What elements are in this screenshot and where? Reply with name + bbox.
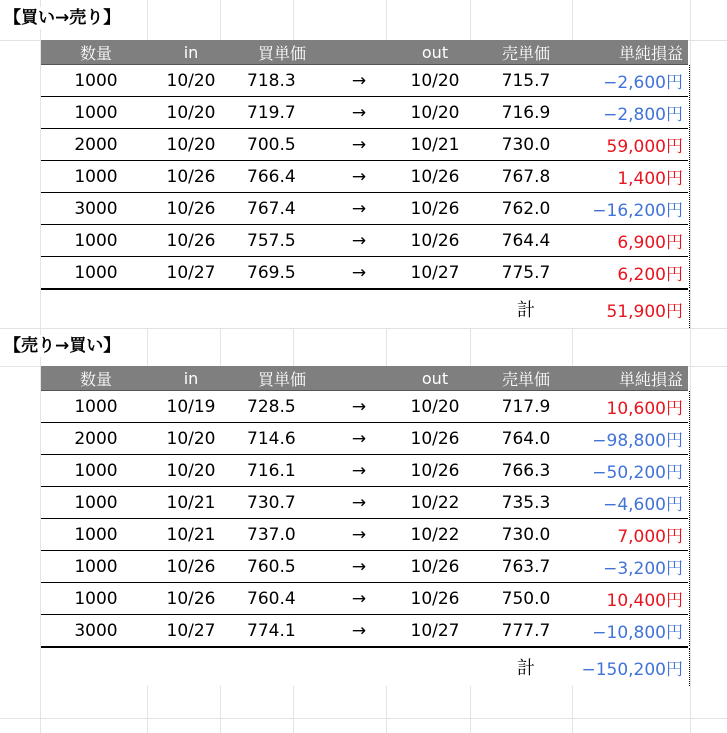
total-row xyxy=(41,648,688,686)
row-buy-price: 716.1 xyxy=(247,460,296,481)
dotted-border xyxy=(689,193,690,224)
dotted-border xyxy=(689,129,690,160)
table-row xyxy=(41,487,688,519)
row-out-date: 10/26 xyxy=(410,230,460,251)
total-row xyxy=(41,290,688,328)
row-qty: 1000 xyxy=(74,556,118,577)
row-buy-price: 728.5 xyxy=(247,396,296,417)
row-in-date: 10/21 xyxy=(166,492,216,513)
arrow-icon: → xyxy=(351,524,367,545)
row-in-date: 10/26 xyxy=(166,230,216,251)
dotted-border xyxy=(689,65,690,96)
row-sell-price: 764.4 xyxy=(501,230,551,251)
row-profit-loss: −50,200円 xyxy=(592,463,683,483)
row-sell-price: 764.0 xyxy=(501,428,551,449)
row-buy-price: 719.7 xyxy=(247,102,296,123)
table-row xyxy=(41,193,688,225)
row-sell-price: 735.3 xyxy=(501,492,551,513)
row-in-date: 10/20 xyxy=(166,428,216,449)
total-value: 51,900円 xyxy=(606,301,683,322)
table-header xyxy=(41,366,688,391)
header-qty: 数量 xyxy=(79,43,112,63)
dotted-border xyxy=(689,487,690,518)
header-sell-price: 売単価 xyxy=(501,43,550,63)
row-out-date: 10/27 xyxy=(410,262,460,283)
table-header xyxy=(41,40,688,65)
row-qty: 3000 xyxy=(74,620,118,641)
row-in-date: 10/27 xyxy=(166,262,216,283)
row-buy-price: 700.5 xyxy=(247,134,296,155)
row-qty: 2000 xyxy=(74,134,118,155)
header-sell-price: 売単価 xyxy=(501,369,550,389)
table-row xyxy=(41,519,688,551)
arrow-icon: → xyxy=(351,230,367,251)
row-out-date: 10/26 xyxy=(410,588,460,609)
dotted-border xyxy=(689,97,690,128)
row-in-date: 10/27 xyxy=(166,620,216,641)
row-sell-price: 775.7 xyxy=(501,262,551,283)
arrow-icon: → xyxy=(351,428,367,449)
row-buy-price: 774.1 xyxy=(247,620,296,641)
trade-table-buy-sell xyxy=(41,40,688,328)
table-row xyxy=(41,65,688,97)
row-qty: 1000 xyxy=(74,588,118,609)
total-label: 計 xyxy=(517,658,535,679)
row-sell-price: 730.0 xyxy=(501,134,551,155)
row-profit-loss: −98,800円 xyxy=(592,431,683,451)
row-sell-price: 716.9 xyxy=(501,102,551,123)
header-profit-loss: 単純損益 xyxy=(618,369,683,389)
arrow-icon: → xyxy=(351,492,367,513)
header-in: in xyxy=(183,368,199,388)
row-out-date: 10/20 xyxy=(410,102,460,123)
row-out-date: 10/26 xyxy=(410,556,460,577)
row-profit-loss: −2,600円 xyxy=(603,73,683,93)
row-profit-loss: 6,200円 xyxy=(617,265,683,285)
header-qty: 数量 xyxy=(79,369,112,389)
dotted-border xyxy=(689,257,690,288)
table-row xyxy=(41,161,688,193)
row-in-date: 10/26 xyxy=(166,198,216,219)
row-profit-loss: 10,400円 xyxy=(606,591,683,611)
row-buy-price: 766.4 xyxy=(247,166,296,187)
table-row xyxy=(41,455,688,487)
row-out-date: 10/26 xyxy=(410,428,460,449)
row-profit-loss: −10,800円 xyxy=(592,623,683,643)
dotted-border xyxy=(689,648,690,686)
row-profit-loss: 10,600円 xyxy=(606,399,683,419)
row-buy-price: 714.6 xyxy=(247,428,296,449)
row-profit-loss: 59,000円 xyxy=(606,137,683,157)
row-qty: 1000 xyxy=(74,166,118,187)
row-out-date: 10/20 xyxy=(410,396,460,417)
row-profit-loss: 1,400円 xyxy=(617,169,683,189)
row-sell-price: 766.3 xyxy=(501,460,551,481)
dotted-border xyxy=(689,391,690,422)
row-buy-price: 769.5 xyxy=(247,262,296,283)
table-row xyxy=(41,615,688,648)
row-in-date: 10/20 xyxy=(166,102,216,123)
row-buy-price: 737.0 xyxy=(247,524,296,545)
row-out-date: 10/21 xyxy=(410,134,460,155)
table-row xyxy=(41,97,688,129)
row-in-date: 10/21 xyxy=(166,524,216,545)
trade-table-sell-buy xyxy=(41,366,688,686)
row-out-date: 10/20 xyxy=(410,70,460,91)
section-title-sell-buy: 【売り→買い】 xyxy=(4,335,124,357)
row-qty: 1000 xyxy=(74,492,118,513)
dotted-border xyxy=(689,423,690,454)
grid-line xyxy=(0,718,727,719)
row-qty: 1000 xyxy=(74,262,118,283)
arrow-icon: → xyxy=(351,396,367,417)
row-in-date: 10/26 xyxy=(166,588,216,609)
dotted-border xyxy=(689,290,690,328)
row-out-date: 10/26 xyxy=(410,460,460,481)
row-in-date: 10/20 xyxy=(166,460,216,481)
row-buy-price: 757.5 xyxy=(247,230,296,251)
dotted-border xyxy=(689,225,690,256)
row-out-date: 10/26 xyxy=(410,198,460,219)
row-in-date: 10/26 xyxy=(166,166,216,187)
row-qty: 1000 xyxy=(74,70,118,91)
dotted-border xyxy=(689,615,690,646)
row-sell-price: 715.7 xyxy=(501,70,551,91)
row-sell-price: 717.9 xyxy=(501,396,551,417)
row-out-date: 10/22 xyxy=(410,524,460,545)
row-qty: 3000 xyxy=(74,198,118,219)
table-row xyxy=(41,551,688,583)
row-buy-price: 767.4 xyxy=(247,198,296,219)
row-buy-price: 760.5 xyxy=(247,556,296,577)
row-buy-price: 730.7 xyxy=(247,492,296,513)
total-label: 計 xyxy=(517,300,535,321)
dotted-border xyxy=(689,161,690,192)
row-qty: 1000 xyxy=(74,230,118,251)
table-row xyxy=(41,423,688,455)
arrow-icon: → xyxy=(351,460,367,481)
dotted-border xyxy=(689,583,690,614)
arrow-icon: → xyxy=(351,102,367,123)
row-out-date: 10/27 xyxy=(410,620,460,641)
row-qty: 1000 xyxy=(74,460,118,481)
arrow-icon: → xyxy=(351,588,367,609)
row-sell-price: 777.7 xyxy=(501,620,551,641)
table-row xyxy=(41,257,688,290)
arrow-icon: → xyxy=(351,70,367,91)
row-sell-price: 762.0 xyxy=(501,198,551,219)
row-sell-price: 730.0 xyxy=(501,524,551,545)
dotted-border xyxy=(689,519,690,550)
arrow-icon: → xyxy=(351,620,367,641)
header-buy-price: 買単価 xyxy=(257,43,306,63)
row-in-date: 10/26 xyxy=(166,556,216,577)
row-buy-price: 718.3 xyxy=(247,70,296,91)
row-in-date: 10/19 xyxy=(166,396,216,417)
row-profit-loss: −2,800円 xyxy=(603,105,683,125)
arrow-icon: → xyxy=(351,198,367,219)
header-profit-loss: 単純損益 xyxy=(618,43,683,63)
row-profit-loss: −4,600円 xyxy=(603,495,683,515)
row-qty: 1000 xyxy=(74,524,118,545)
dotted-border xyxy=(689,455,690,486)
table-row xyxy=(41,129,688,161)
row-profit-loss: 7,000円 xyxy=(617,527,683,547)
row-out-date: 10/26 xyxy=(410,166,460,187)
row-profit-loss: 6,900円 xyxy=(617,233,683,253)
row-profit-loss: −3,200円 xyxy=(603,559,683,579)
total-value: −150,200円 xyxy=(581,659,683,680)
table-row xyxy=(41,583,688,615)
row-qty: 2000 xyxy=(74,428,118,449)
row-qty: 1000 xyxy=(74,396,118,417)
arrow-icon: → xyxy=(351,262,367,283)
arrow-icon: → xyxy=(351,134,367,155)
grid-line xyxy=(0,328,727,329)
dotted-border xyxy=(689,551,690,582)
arrow-icon: → xyxy=(351,166,367,187)
header-out: out xyxy=(421,368,449,388)
row-buy-price: 760.4 xyxy=(247,588,296,609)
row-sell-price: 763.7 xyxy=(501,556,551,577)
table-row xyxy=(41,391,688,423)
section-title-buy-sell: 【買い→売り】 xyxy=(4,7,124,29)
row-profit-loss: −16,200円 xyxy=(592,201,683,221)
header-out: out xyxy=(421,42,449,62)
arrow-icon: → xyxy=(351,556,367,577)
row-in-date: 10/20 xyxy=(166,134,216,155)
row-sell-price: 750.0 xyxy=(501,588,551,609)
table-row xyxy=(41,225,688,257)
row-in-date: 10/20 xyxy=(166,70,216,91)
row-qty: 1000 xyxy=(74,102,118,123)
header-in: in xyxy=(183,42,199,62)
header-buy-price: 買単価 xyxy=(257,369,306,389)
row-sell-price: 767.8 xyxy=(501,166,551,187)
row-out-date: 10/22 xyxy=(410,492,460,513)
